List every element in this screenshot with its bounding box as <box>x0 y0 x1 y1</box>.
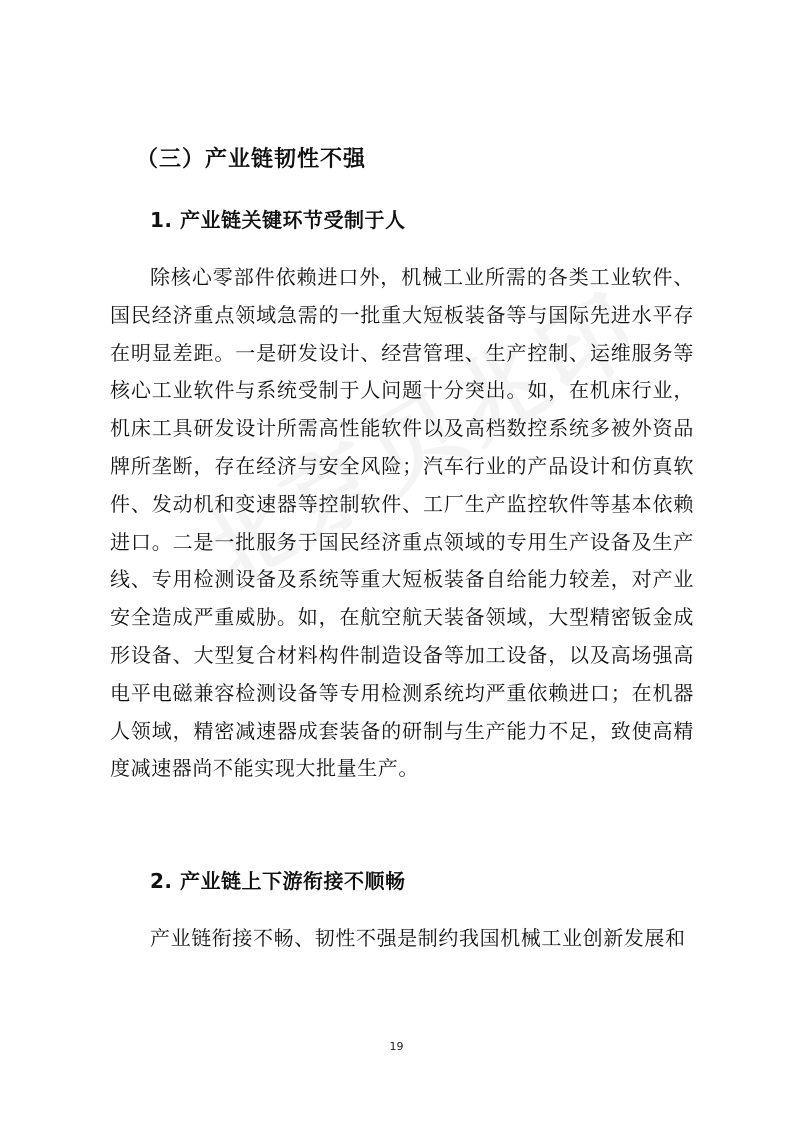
section-heading: （三）产业链韧性不强 <box>136 147 367 172</box>
subheading-chain-connection: 2. 产业链上下游衔接不顺畅 <box>150 869 406 893</box>
paragraph-key-links: 除核心零部件依赖进口外，机械工业所需的各类工业软件、国民经济重点领域急需的一批重大短板装备等与国际先进水平存在明显差距。一是研发设计、经营管理、生产控制、运维服务等核心工业软件与系统受制于人问题十分突出。如，在机床行业，机床工具研发设计所需高性能软件以及高档数控系统多被外资品牌所垄断，存在经济与安全风险；汽车行业的产品设计和仿真软件、发动机和变速器等控制软件、工厂生产监控软件等基本依赖进口。二是一批服务于国民经济重点领域的专用生产设备及生产线、专用检测设备及系统等重大短板装备自给能力较差，对产业安全造成严重威胁。如，在航空航天装备领域，大型精密钣金成形设备、大型复合材料构件制造设备等加工设备，以及高场强高电平电磁兼容检测设备等专用检测系统均严重依赖进口；在机器人领域，精密减速器成套装备的研制与生产能力不足，致使高精度减速器尚不能实现大批量生产。 <box>110 265 694 781</box>
paragraph-chain-connection: 产业链衔接不畅、韧性不强是制约我国机械工业创新发展和 <box>150 926 686 950</box>
page-number: 19 <box>389 1040 404 1053</box>
subheading-key-links: 1. 产业链关键环节受制于人 <box>150 208 406 232</box>
